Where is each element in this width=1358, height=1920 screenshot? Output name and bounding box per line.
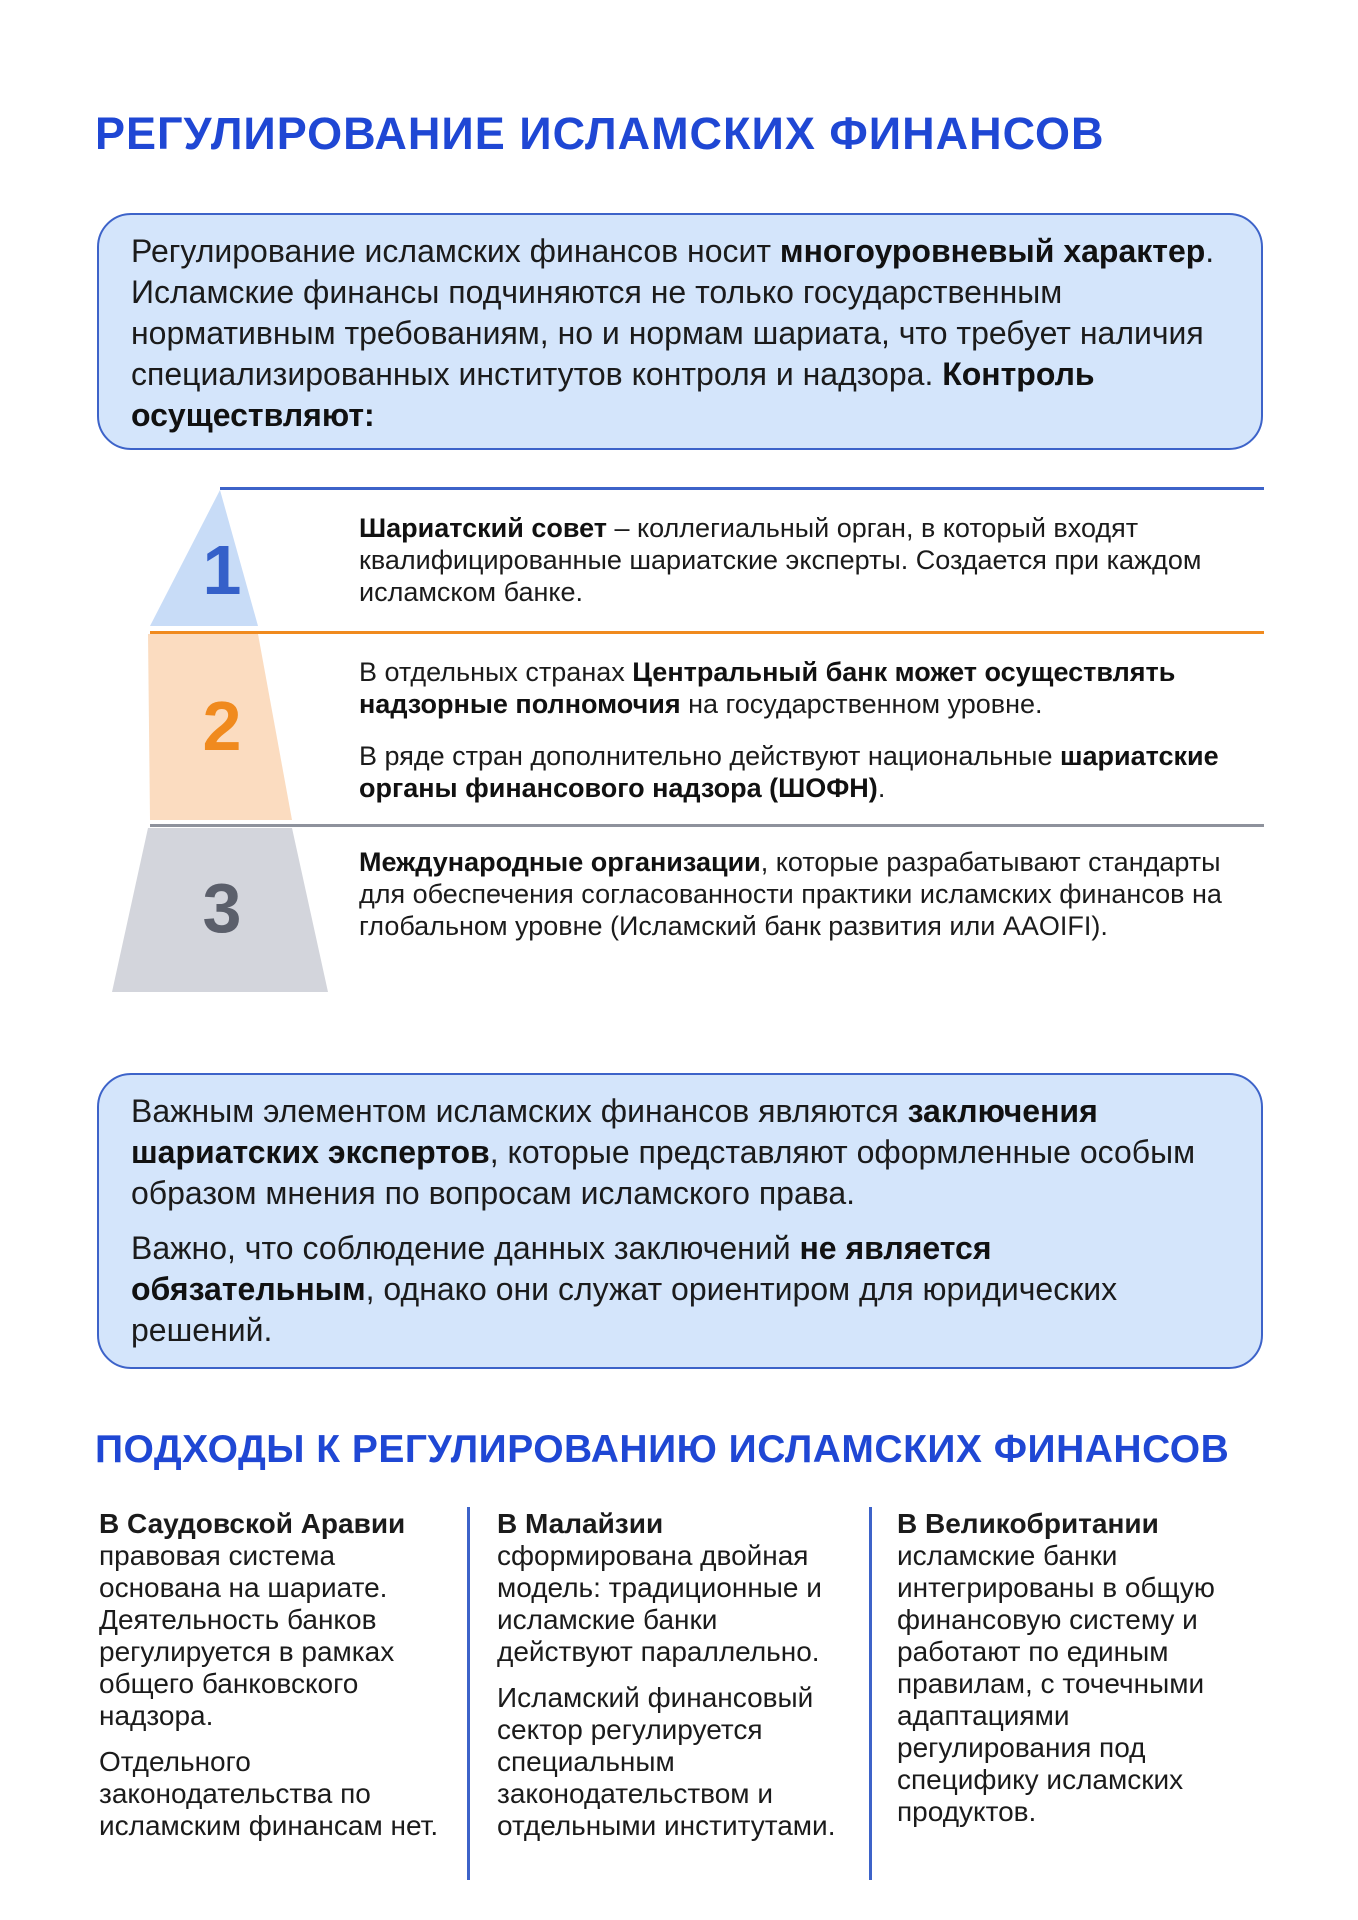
level-2-number: 2	[202, 687, 242, 765]
level-1-number: 1	[202, 531, 242, 609]
level-3-number: 3	[202, 869, 242, 947]
experts-box	[97, 1073, 1263, 1369]
tier-1-line	[220, 487, 1264, 490]
page-title: РЕГУЛИРОВАНИЕ ИСЛАМСКИХ ФИНАНСОВ	[95, 108, 1105, 159]
approaches-title: ПОДХОДЫ К РЕГУЛИРОВАНИЮ ИСЛАМСКИХ ФИНАНСОВ	[95, 1428, 1230, 1471]
approach-uk-title: В Великобритании	[897, 1508, 1159, 1539]
column-divider	[467, 1507, 470, 1880]
level-2-text: В отдельных странах Центральный банк может осуществлять надзорные полномочия на государственном уровне. В ряде стран дополнительно действуют национальные шариатские органы финансового надзора (ШОФН).	[359, 657, 1219, 803]
approach-malaysia: В Малайзии сформирована двойная модель: традиционные и исламские банки действуют параллельно. Исламский финансовый сектор регулируется специальным законодательством и отдельными институтами.	[497, 1508, 836, 1841]
approach-malaysia-title: В Малайзии	[497, 1508, 664, 1539]
tier-2-line	[150, 631, 1264, 634]
experts-text-1: Важным элементом исламских финансов являются заключения шариатских экспертов, которые представляют оформленные особым образом мнения по вопросам исламского права.	[131, 1093, 1196, 1211]
approach-saudi: В Саудовской Аравии правовая система основана на шариате. Деятельность банков регулируется в рамках общего банковского надзора. Отдельного законодательства по исламским финансам нет.	[99, 1508, 439, 1841]
tier-3-line	[150, 824, 1264, 827]
intro-text: Регулирование исламских финансов носит многоуровневый характер. Исламские финансы подчиняются не только государственным нормативным требованиям, но и нормам шариата, что требует наличия специализированных институтов контроля и надзора. Контроль осуществляют:	[131, 233, 1215, 433]
level-3-text: Международные организации, которые разрабатывают стандарты для обеспечения согласованности практики исламских финансов на глобальном уровне (Исламский банк развития или AAOIFI).	[359, 847, 1222, 941]
approach-uk: В Великобритании исламские банки интегрированы в общую финансовую систему и работают по единым правилам, с точечными адаптациями регулирования под специфику исламских продуктов.	[897, 1508, 1215, 1827]
column-divider	[869, 1507, 872, 1880]
approach-saudi-title: В Саудовской Аравии	[99, 1508, 406, 1539]
experts-text-2: Важно, что соблюдение данных заключений не является обязательным, однако они служат ориентиром для юридических решений.	[131, 1230, 1118, 1348]
level-1-text: Шариатский совет – коллегиальный орган, в который входят квалифицированные шариатские эксперты. Создается при каждом исламском банке.	[359, 513, 1202, 607]
